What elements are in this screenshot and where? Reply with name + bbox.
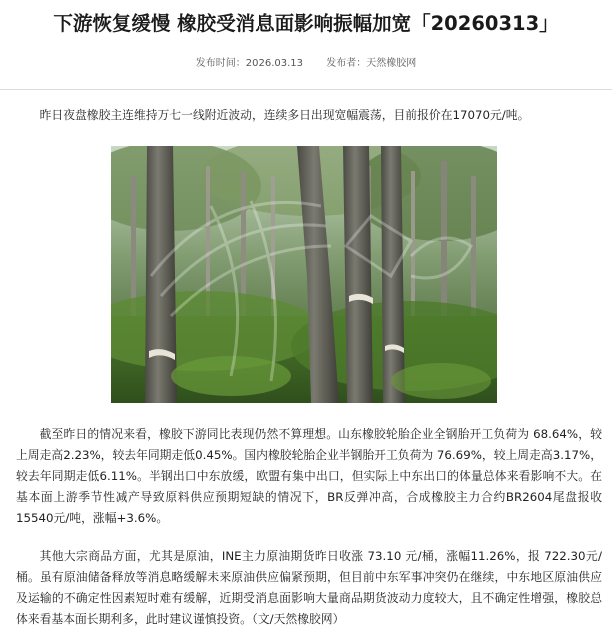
article-source [326, 58, 416, 69]
header-divider [0, 89, 612, 90]
article-paragraph-3: 其他大宗商品方面，尤其是原油，INE主力原油期货昨日收涨 73.10 元/桶，涨幅11.26%，报 722.30元/桶。虽有原油储备释放等消息略缓解未来原油供应偏紧预期，但目前中东军事冲突仍在继续，中东地区原油供应及运输的不确定性因素短时难有缓解，近期受消息面影响大量商品期货波动力度较大，且不确定性增强，橡胶总体来看基本面长期利多，此时建议谨慎投资。（文/天然橡胶网） [16, 549, 602, 626]
rubber-plantation-photo [111, 146, 497, 403]
article-paragraph-1: 昨日夜盘橡胶主连维持万七一线附近波动，连续多日出现宽幅震荡，目前报价在17070元/吨。 [39, 108, 530, 122]
publish-time-label: 发布时间： [195, 58, 246, 69]
article-paragraph-2: 截至昨日的情况来看，橡胶下游同比表现仍然不算理想。山东橡胶轮胎企业全钢胎开工负荷为 68.64%，较上周走高2.23%，较去年同期走低0.45%。国内橡胶轮胎企业半钢胎开工负荷为 76.69%，较上周走高3.17%，较去年同期走低6.11%。半钢出口中东放缓，欧盟有集中出口，但实际上中东出口的体量总体来看影响不大。在基本面上游季节性减产导致原料供应预期短缺的情况下，BR反弹冲高，合成橡胶主力合约BR2604尾盘报收15540元/吨，涨幅+3.6%。 [16, 427, 602, 525]
article-title: 下游恢复缓慢 橡胶受消息面影响振幅加宽「20260313」 [53, 12, 559, 35]
article-meta [0, 54, 612, 69]
publish-time [196, 58, 303, 69]
publish-time-value: 2026.03.13 [245, 58, 304, 69]
source-link[interactable]: 天然橡胶网 [366, 58, 417, 69]
source-label: 发布者： [326, 58, 367, 69]
plantation-illustration [111, 146, 497, 403]
